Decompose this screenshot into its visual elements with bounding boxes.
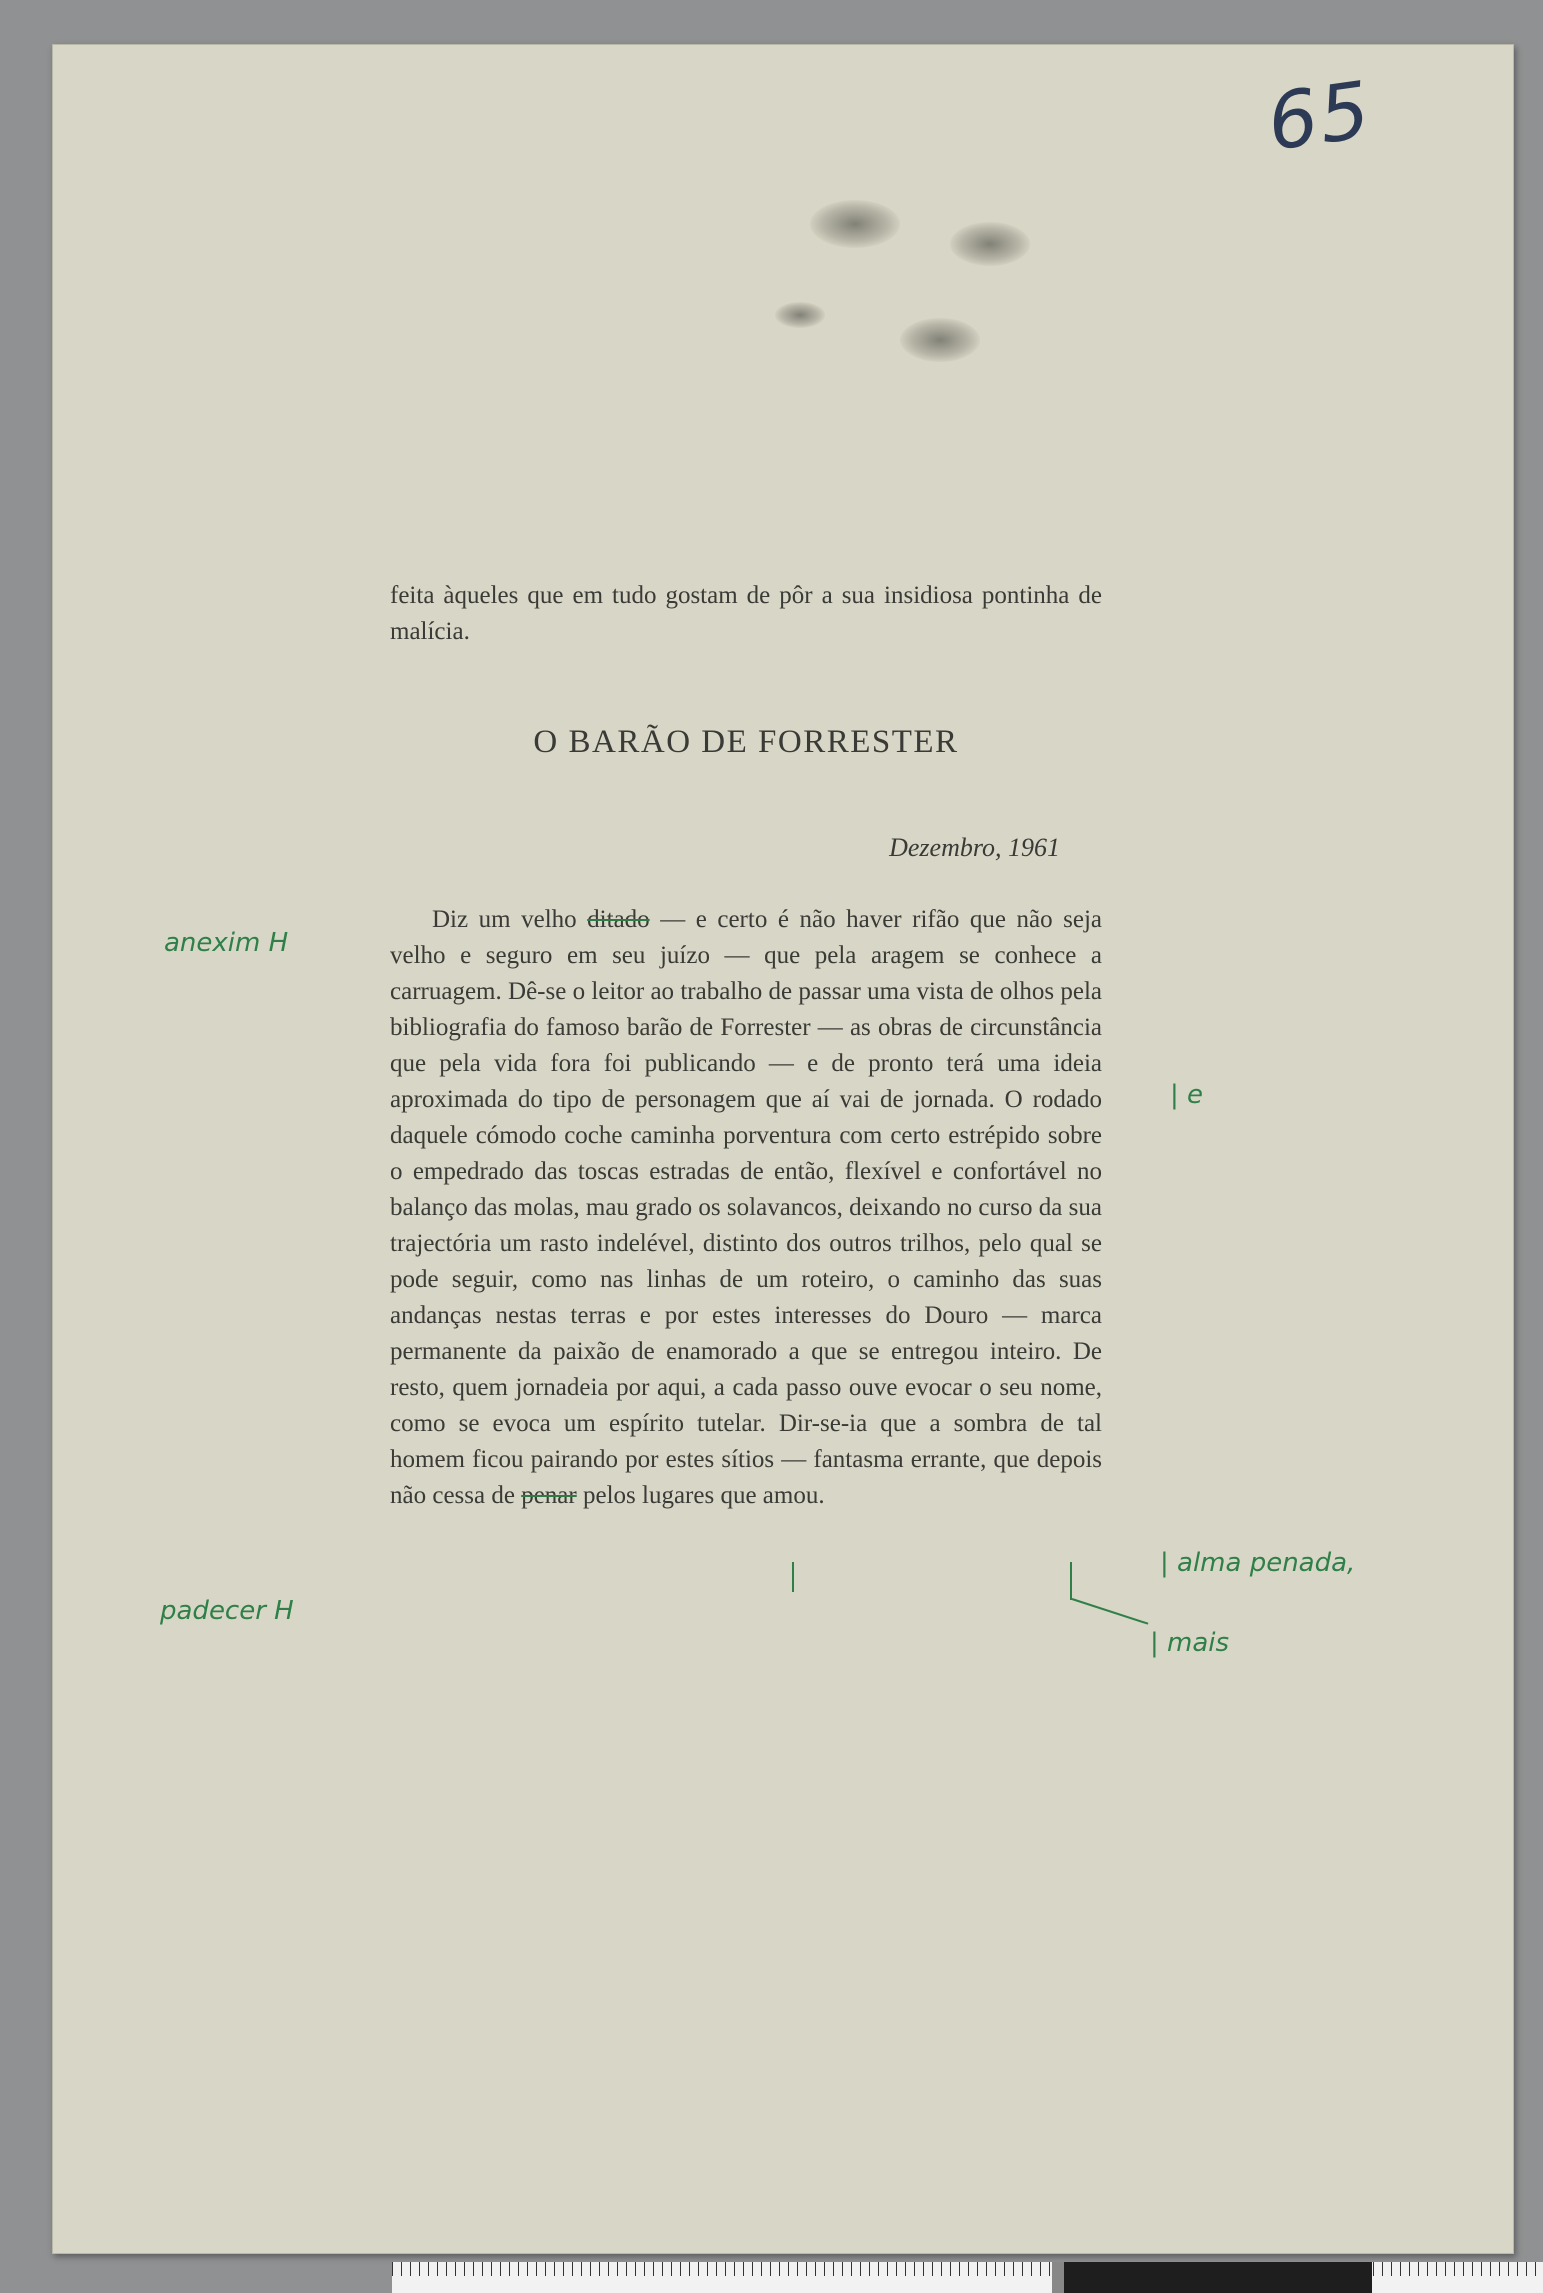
body-text-end: pelos lugares que amou. [576,1482,825,1509]
ink-smudge [810,200,900,248]
page-number: 65 [1262,65,1378,169]
article-body [390,902,1102,1514]
ink-smudge [900,318,980,362]
intro-paragraph [390,578,1102,650]
body-paragraph [390,902,1102,1514]
body-text-middle: — e certo é não haver rifão que não seja velho e seguro em seu juízo — que pela aragem se conhece a carruagem. Dê-se o leitor ao trabalho de passar uma vista de olhos pela bibliografia do famoso barão de Forrester — as obras de circunstância que pela vida fora foi publicando — e de pronto terá uma ideia aproximada do tipo de personagem que aí vai de jornada. O rodado daquele cómodo coche caminha porventura com certo estrépido sobre o empedrado das toscas estradas de então, flexível e confortável no balanço das molas, mau grado os solavancos, deixando no curso da sua trajectória um rasto indelével, distinto dos outros trilhos, pelo qual se pode seguir, como nas linhas de um roteiro, o caminho das suas andanças nestas terras e por estes interesses do Douro — marca permanente da paixão de enamorado a que se entregou inteiro. De resto, quem jornadeia por aqui, a cada passo ouve evocar o seu nome, como se evoca um espírito tutelar. Dir-se-ia que a sombra de tal homem ficou pairando por estes sítios — fantasma errante, que depois não cessa de [390,906,1102,1509]
ink-smudge [950,222,1030,266]
margin-note-right-2: | alma penada, [1160,1548,1356,1578]
scale-gray-patch [1052,2262,1064,2293]
struck-word: ditado [587,906,650,933]
insertion-mark [1070,1562,1072,1600]
body-text-start: Diz um velho [432,906,588,933]
article-date: Dezembro, 1961 [889,833,1060,862]
margin-note-left-1: anexim H [164,928,289,958]
margin-note-right-3: | mais [1150,1628,1230,1658]
margin-note-left-2: padecer H [160,1596,294,1626]
article-title: O BARÃO DE FORRESTER [533,724,959,760]
color-scale-bar [392,2262,1543,2293]
struck-word-2: penar [521,1482,577,1509]
scale-black-patch [1064,2262,1372,2293]
ink-smudge [775,302,825,328]
intro-text: feita àqueles que em tudo gostam de pôr a sua insidiosa pontinha de malícia. [390,582,1102,645]
margin-note-right-1: | e [1170,1080,1204,1110]
insertion-mark [792,1562,794,1592]
